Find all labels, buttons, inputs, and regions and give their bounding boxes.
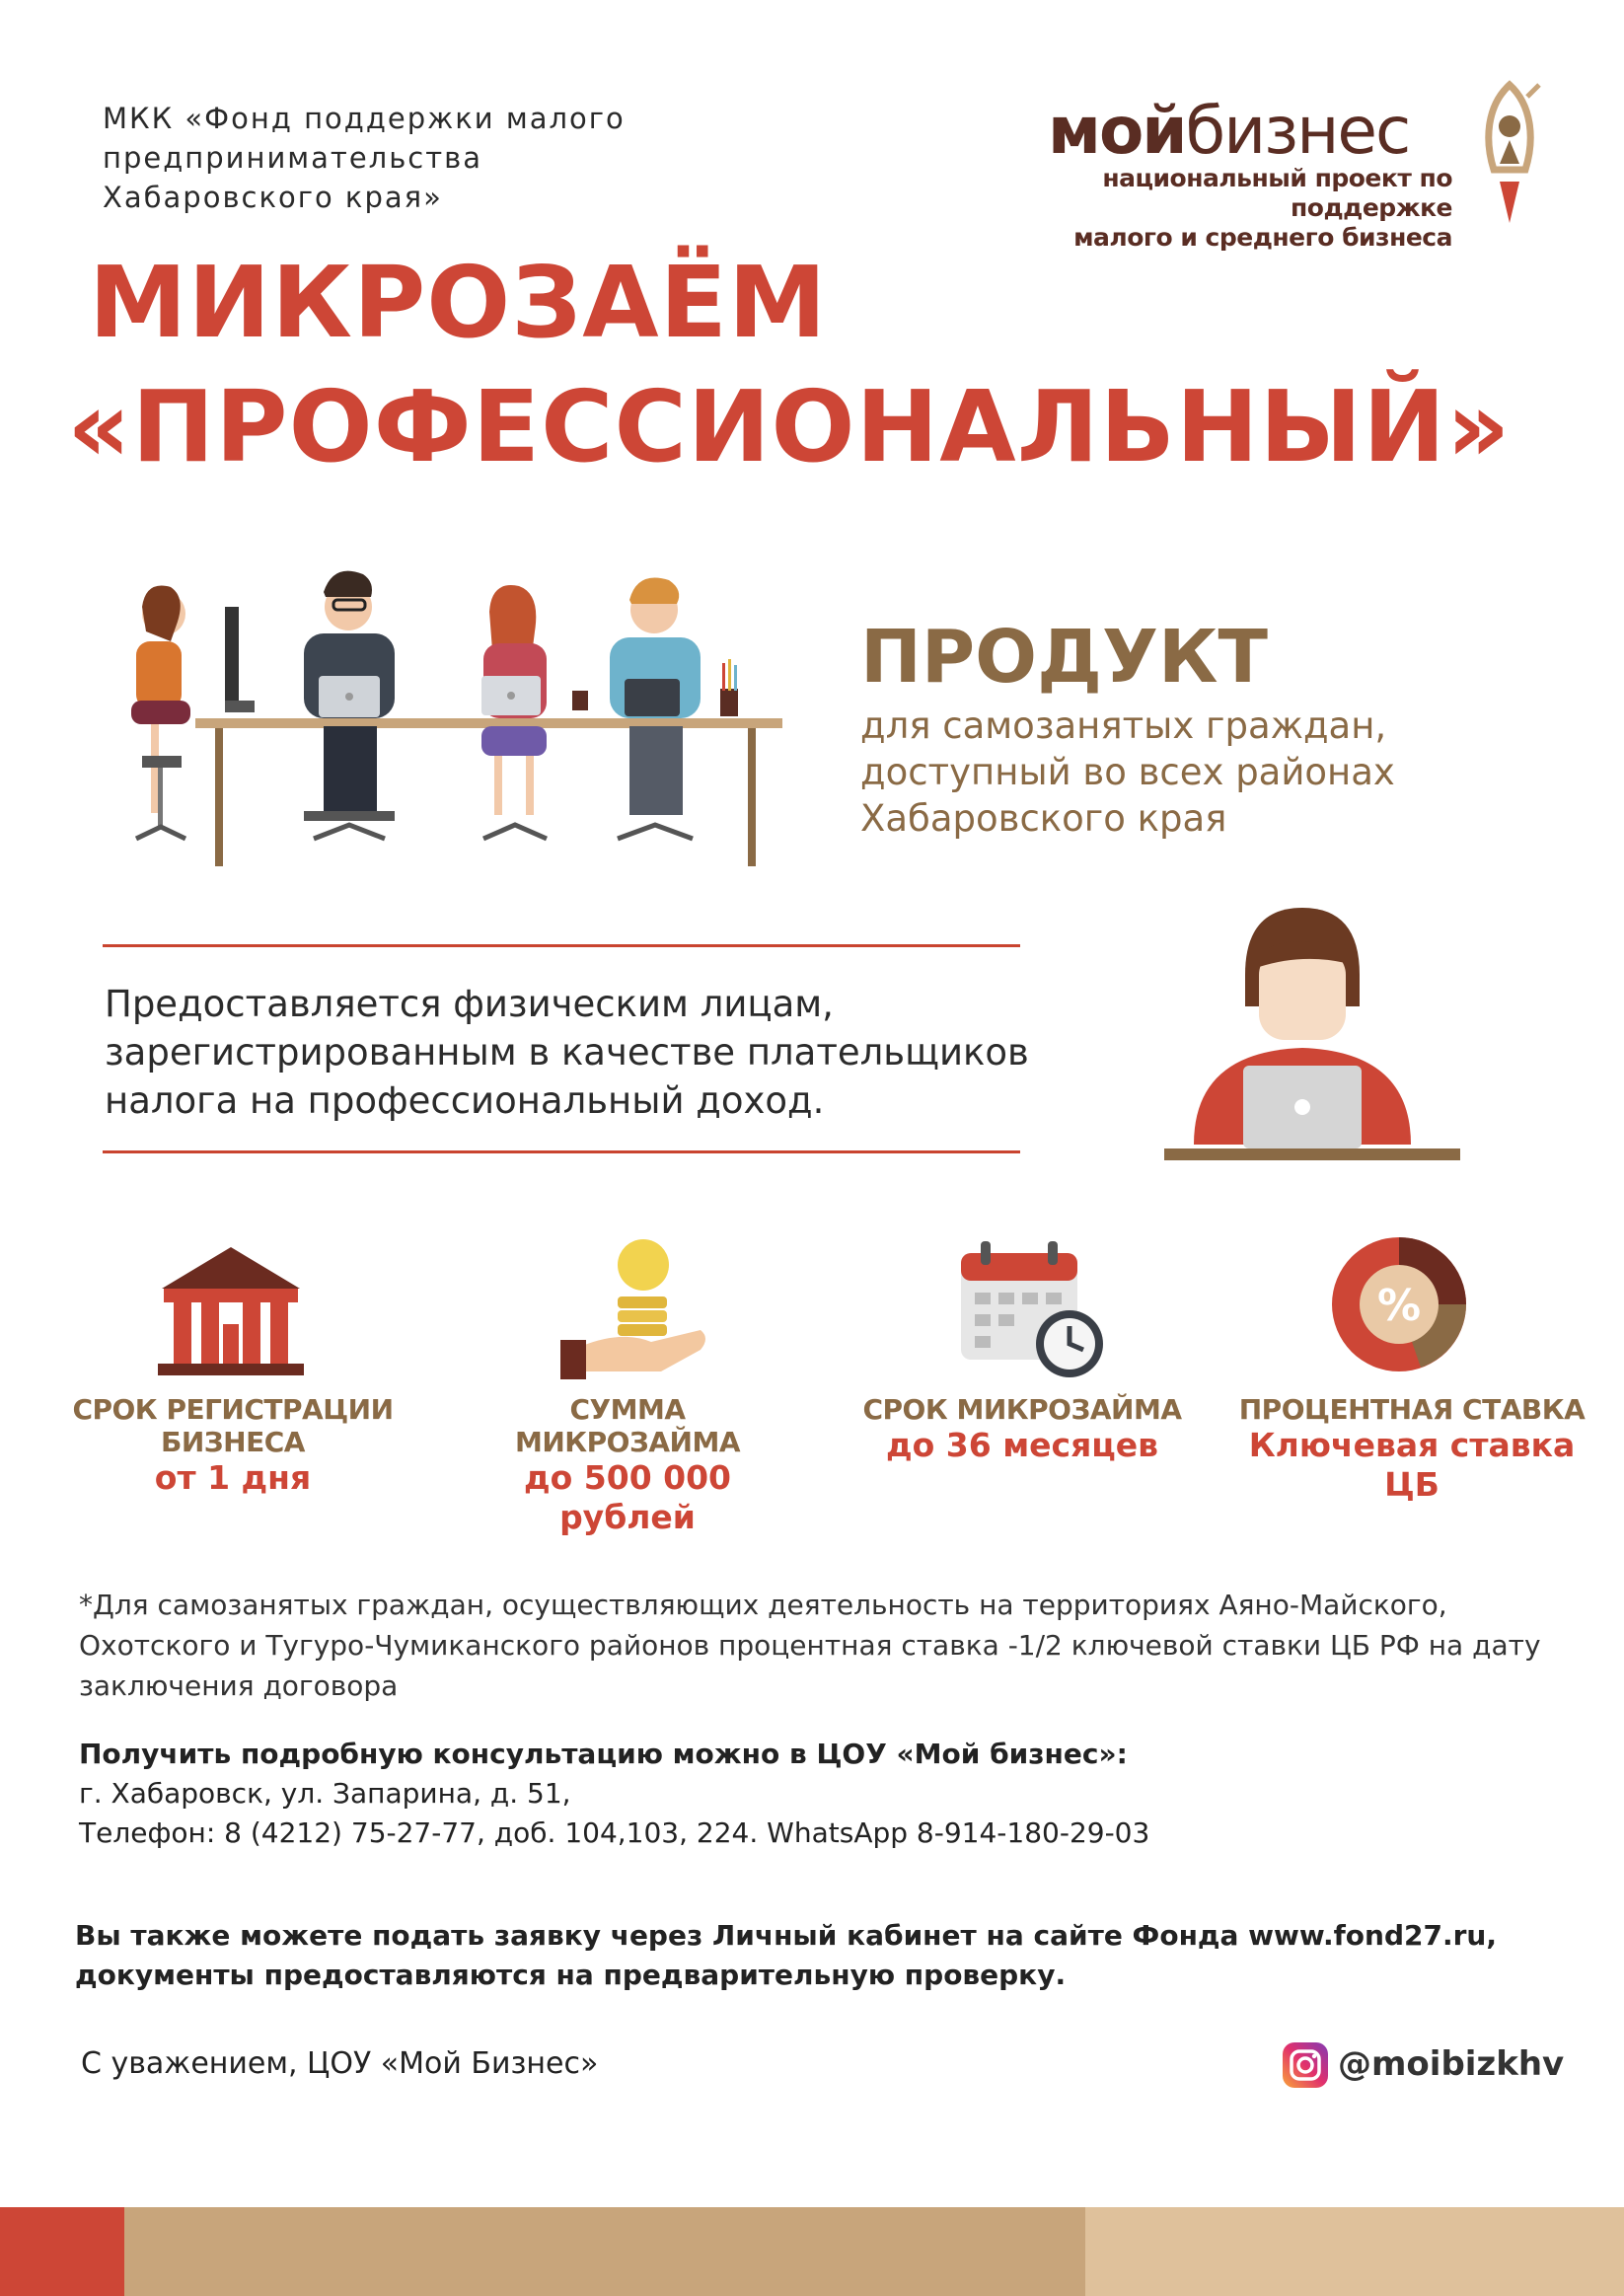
product-subtitle: для самозанятых граждан, доступный во всех районах Хабаровского края (860, 704, 1395, 840)
feature-loan-term (854, 1393, 1190, 1465)
divider-bottom (103, 1150, 1020, 1153)
coins-hand-icon (553, 1235, 710, 1383)
bank-icon (152, 1239, 310, 1387)
page-title-line1: МИКРОЗАЁМ (89, 245, 828, 360)
contact-block (79, 1735, 1559, 1853)
percent-chart-icon (1322, 1227, 1480, 1375)
instagram-icon[interactable] (1281, 2040, 1330, 2090)
team-at-desk-illustration (116, 553, 787, 868)
closing-regards: С уважением, ЦОУ «Мой Бизнес» (81, 2046, 599, 2081)
instagram-handle[interactable]: @moibizkhv (1338, 2044, 1565, 2084)
contact-address: г. Хабаровск, ул. Запарина, д. 51, (79, 1777, 571, 1810)
feature-interest-rate (1229, 1281, 1594, 1505)
eligibility-description: Предоставляется физическим лицам, зарегистрированным в качестве плательщиков налога на профессиональный доход. (105, 983, 1029, 1122)
contact-heading: Получить подробную консультацию можно в ЦОУ «Мой бизнес»: (79, 1738, 1128, 1770)
feature-term-value: до 36 месяцев (885, 1426, 1159, 1464)
logo-tagline-line1: национальный проект по поддержке (1102, 164, 1452, 222)
page-title-line2: «ПРОФЕССИОНАЛЬНЫЙ» (67, 369, 1512, 484)
logo-part-biznes: бизнес (1185, 93, 1410, 169)
divider-top (103, 944, 1020, 947)
feature-amount-label: СУММА МИКРОЗАЙМА (514, 1393, 741, 1458)
feature-registration-term (65, 1393, 401, 1498)
svg-text:%: % (1376, 1281, 1422, 1331)
feature-registration-value: от 1 дня (154, 1458, 312, 1497)
contact-phone: Телефон: 8 (4212) 75-27-77, доб. 104,103, 224. WhatsApp 8-914-180-29-03 (79, 1816, 1150, 1849)
feature-amount-value: до 500 000 рублей (523, 1458, 732, 1536)
logo-tagline (1002, 164, 1452, 253)
feature-term-label: СРОК МИКРОЗАЙМА (862, 1393, 1182, 1426)
feature-registration-label: СРОК РЕГИСТРАЦИИ БИЗНЕСА (72, 1393, 394, 1458)
feature-rate-label: ПРОЦЕНТНАЯ СТАВКА (1238, 1393, 1586, 1426)
fund-website-link[interactable]: www.fond27.ru (1248, 1919, 1487, 1952)
product-heading: ПРОДУКТ (860, 615, 1268, 700)
apply-text-part2: , документы предоставляются на предварительную проверку. (75, 1919, 1497, 1991)
calendar-clock-icon (953, 1233, 1111, 1381)
rocket-logo-icon (1470, 79, 1549, 227)
logo-part-moi: мой (1048, 93, 1186, 169)
moi-biznes-logo[interactable] (1048, 93, 1410, 169)
footnote-rate-note: *Для самозанятых граждан, осуществляющих деятельность на территориях Аяно-Майского, Охотского и Тугуро-Чумиканского районов процентная ставка -1/2 ключевой ставки ЦБ РФ на дату заключения договора (79, 1589, 1541, 1702)
person-laptop-illustration (1135, 898, 1470, 1164)
organization-name: МКК «Фонд поддержки малого предпринимательства Хабаровского края» (103, 102, 626, 214)
footer-color-band (0, 2207, 1624, 2296)
apply-online-text (75, 1916, 1555, 1995)
logo-tagline-line2: малого и среднего бизнеса (1073, 223, 1452, 252)
apply-text-part1: Вы также можете подать заявку через Личный кабинет на сайте Фонда (75, 1919, 1249, 1952)
feature-loan-amount (460, 1393, 795, 1537)
feature-rate-value: Ключевая ставка ЦБ (1248, 1426, 1576, 1504)
